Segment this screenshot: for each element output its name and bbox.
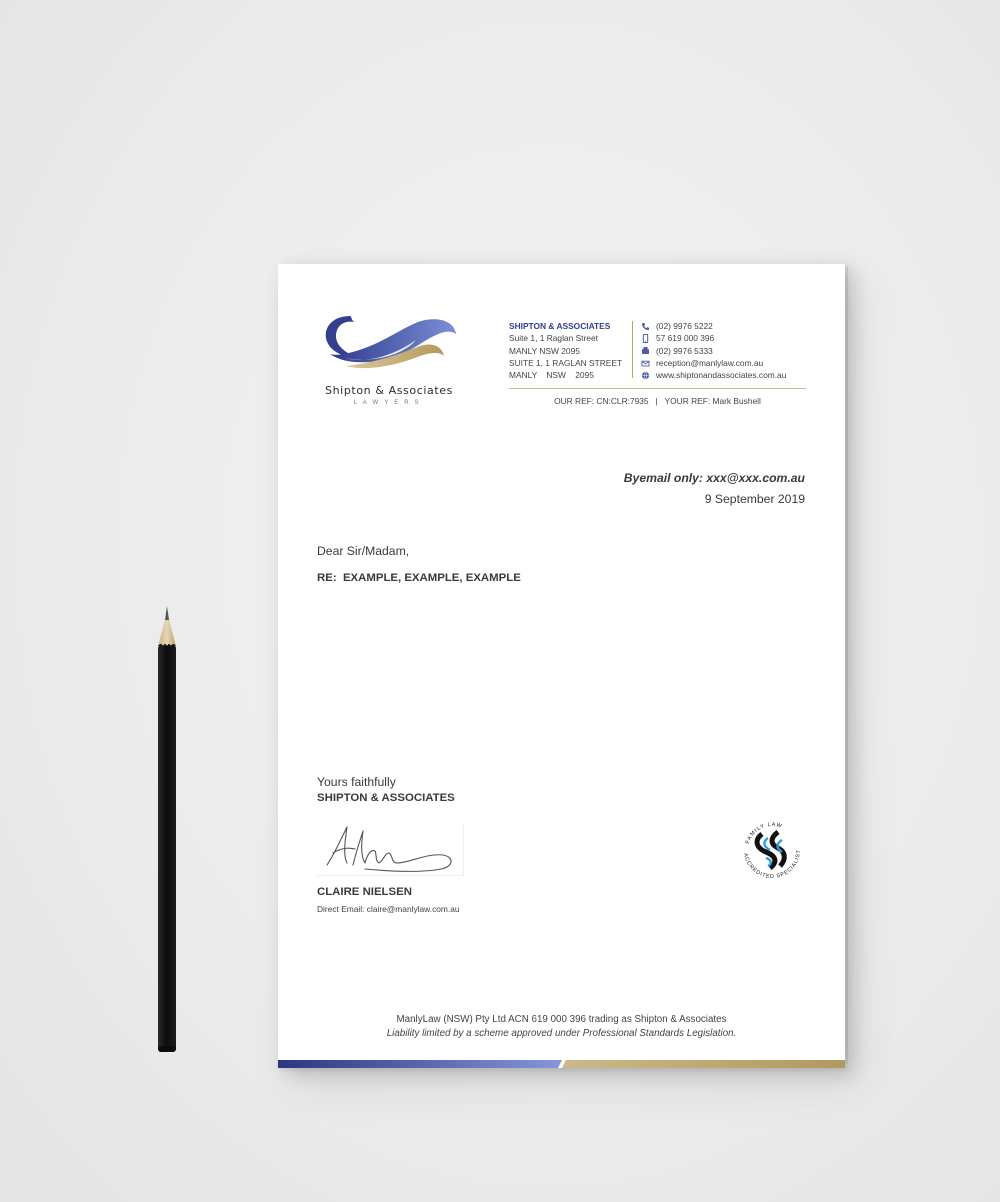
logo-firm-name: Shipton & Associates [325,384,453,397]
address-block [509,320,622,381]
paper-stack-edge [845,266,848,1064]
family-law-seal-icon [738,816,806,884]
closing: Yours faithfully [317,775,396,789]
closing-firm: SHIPTON & ASSOCIATES [317,792,455,804]
firm-logo [316,314,462,410]
address-firm-name: SHIPTON & ASSOCIATES [509,321,611,331]
signer-email: Direct Email: claire@manlylaw.com.au [317,904,460,914]
subject-line: RE: EXAMPLE, EXAMPLE, EXAMPLE [317,572,521,584]
header-rule [509,388,806,389]
pencil-image [157,606,177,1054]
contact-email [641,357,786,369]
email-icon [641,359,650,368]
header-divider [632,321,633,378]
contact-mobile [641,332,786,344]
contact-text: 57 619 000 396 [656,333,715,344]
mobile-icon [641,334,650,343]
footer-company-line: ManlyLaw (NSW) Pty Ltd ACN 619 000 396 trading as Shipton & Associates [396,1014,727,1025]
address-line: MANLY NSW 2095 [509,345,580,356]
fax-icon [641,346,650,355]
letterhead-page [278,264,845,1068]
svg-text:ACCREDITED SPECIALIST: ACCREDITED SPECIALIST [742,849,803,881]
address-line: MANLY NSW 2095 [509,370,594,381]
signer-name: CLAIRE NIELSEN [317,886,412,898]
svg-text:FAMILY LAW: FAMILY LAW [744,821,784,845]
contact-fax [641,345,786,357]
contact-text: reception@manlylaw.com.au [656,357,764,368]
contact-web [641,369,786,381]
web-icon [641,371,650,380]
signature-image [317,823,464,876]
address-line: Suite 1, 1 Raglan Street [509,333,598,344]
footer-liability-line: Liability limited by a scheme approved under Professional Standards Legislation. [386,1028,737,1039]
contact-block [641,320,786,381]
reference-line: OUR REF: CN:CLR:7935 | YOUR REF: Mark Bushell [554,396,761,406]
delivery-method: Byemail only: xxx@xxx.com.au [623,471,805,485]
footer-color-bar [278,1060,845,1068]
letter-date: 9 September 2019 [704,492,805,506]
contact-text: www.shiptonandassociates.com.au [656,370,787,381]
contact-phone [641,320,786,332]
contact-text: (02) 9976 5222 [656,321,713,331]
wave-logo-icon [320,314,458,372]
logo-subtitle: LAWYERS [353,400,425,406]
salutation: Dear Sir/Madam, [317,544,410,558]
contact-text: (02) 9976 5333 [656,345,713,356]
address-line: SUITE 1, 1 RAGLAN STREET [509,357,623,368]
phone-icon [641,322,650,331]
